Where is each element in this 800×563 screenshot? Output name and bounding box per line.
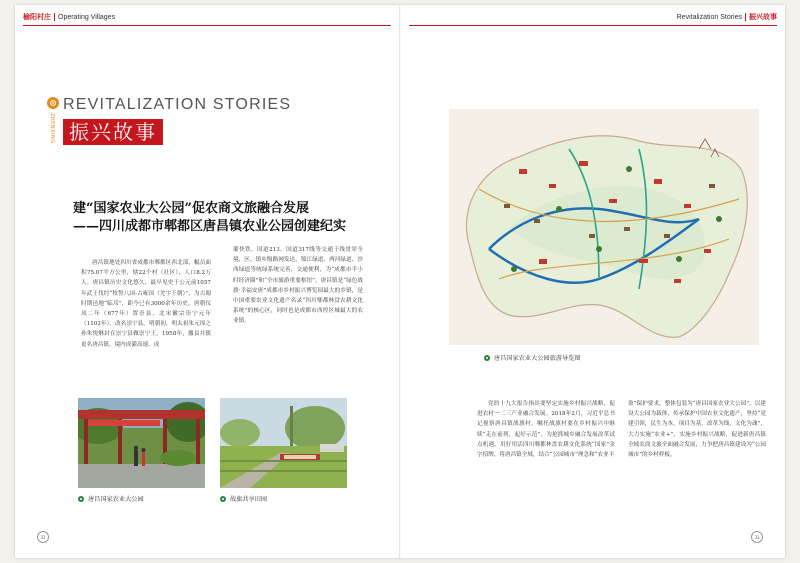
column-label: ZHENXING — [49, 113, 55, 144]
section-title-cn: 振兴故事 — [63, 119, 163, 145]
caption-bullet-icon — [484, 355, 490, 361]
photo-caption: 唐昌国家农业大公园 — [78, 494, 144, 503]
page-number-left: 32 — [37, 531, 49, 543]
body-text-column: 党的十九大报告指出要坚定实施乡村振兴战略，促进农村一二三产业融合发展。2018年2月，习近平总书记视察唐昌镇战旗村，嘱托战旗村要在乡村振兴中继续“走在前列，起好示范”。为抢抓城乡融合发展改革试点机遇，用好用活四川郫都林盘农耕文化系统“国家”金字招牌，将唐昌镇全域，结合“公园城市”理念和“农业丰 — [477, 401, 615, 459]
right-page-header — [677, 11, 777, 23]
body-text-column: 盈”保护要求，整体包装为“唐昌国家农业大公园”，以建设大公园为载体，传承保护中国农业文化遗产，坚持“党建引领，民生为本，项目为基，改革为线，文化为魂”，大力实施“农业+”，实施乡村振兴战略，促进新唐昌镇全域农商文旅全面融合发展，力争把唐昌镇建设为“公园城市”的乡村样板。 — [628, 401, 766, 459]
body-text-column: 唐昌镇地处四川省成都市郫都区西北部，幅员面积75.07平方公里，辖22个村（社区），人口8.2万人。唐昌镇历史文化悠久，最早见史于公元前1057年武王伐纣“牧誓八国-古雍国（羌字王朝）”，为古蜀时期邑地“临邛”，距今已有3000余年历史。唐朝仪凤二年（677年）置崇县，北宋徽宗崇宁元年（1102年），改名崇宁县。明朝初，明太祖朱元璋之孙朱悦烌封在崇宁县做崇宁王。1958年，撤县并镇更名唐昌镇。境内成灌高速、成 — [81, 260, 211, 348]
page-number-right: 33 — [751, 531, 763, 543]
page-gutter — [399, 5, 401, 558]
photo-caption: 战旗共享田园 — [220, 494, 267, 503]
left-header-rule — [23, 25, 391, 26]
header-section-tag: 振兴故事 — [749, 13, 777, 21]
header-section-tag: 榆阳村庄 — [23, 13, 51, 21]
section-title-en: REVITALIZATION STORIES — [63, 96, 292, 113]
header-section-en: Operating Villages — [58, 13, 116, 21]
left-page-header — [23, 11, 115, 23]
photo-agri-park-gate — [78, 398, 205, 488]
tour-guide-map — [449, 109, 759, 345]
photo-shared-fields — [220, 398, 347, 488]
caption-bullet-icon — [220, 496, 226, 502]
body-text-column: 灌快铁、国道213、国道317线等交通干线贯穿全境，区、镇乡级路网发达，锦江绿道、两河绿道、沙西绿道等统绿系统完善，交通便利，为“成都市半小时经济圈”和“全市旅游重要枢纽”。唐昌镇是“绿色战旗·幸福安唐”成都市乡村振兴博览园最大的乡镇，是中国重要农业文化遗产名录“四川郫都林盘农耕文化系统”的核心区，同时也是成都市西控区城最大的农业镇。 — [233, 247, 363, 325]
section-badge-icon — [47, 97, 59, 109]
header-separator — [745, 13, 746, 21]
magazine-spread — [15, 5, 785, 558]
article-title: 建“国家农业大公园”促农商文旅融合发展 — [73, 201, 309, 216]
article-subtitle: ——四川成都市郫都区唐昌镇农业公园创建纪实 — [73, 219, 347, 234]
header-separator — [54, 13, 55, 21]
header-section-en: Revitalization Stories — [676, 13, 742, 21]
right-header-rule — [409, 25, 777, 26]
map-caption: 唐昌国家农业大公园旅游导览图 — [484, 353, 581, 362]
caption-bullet-icon — [78, 496, 84, 502]
